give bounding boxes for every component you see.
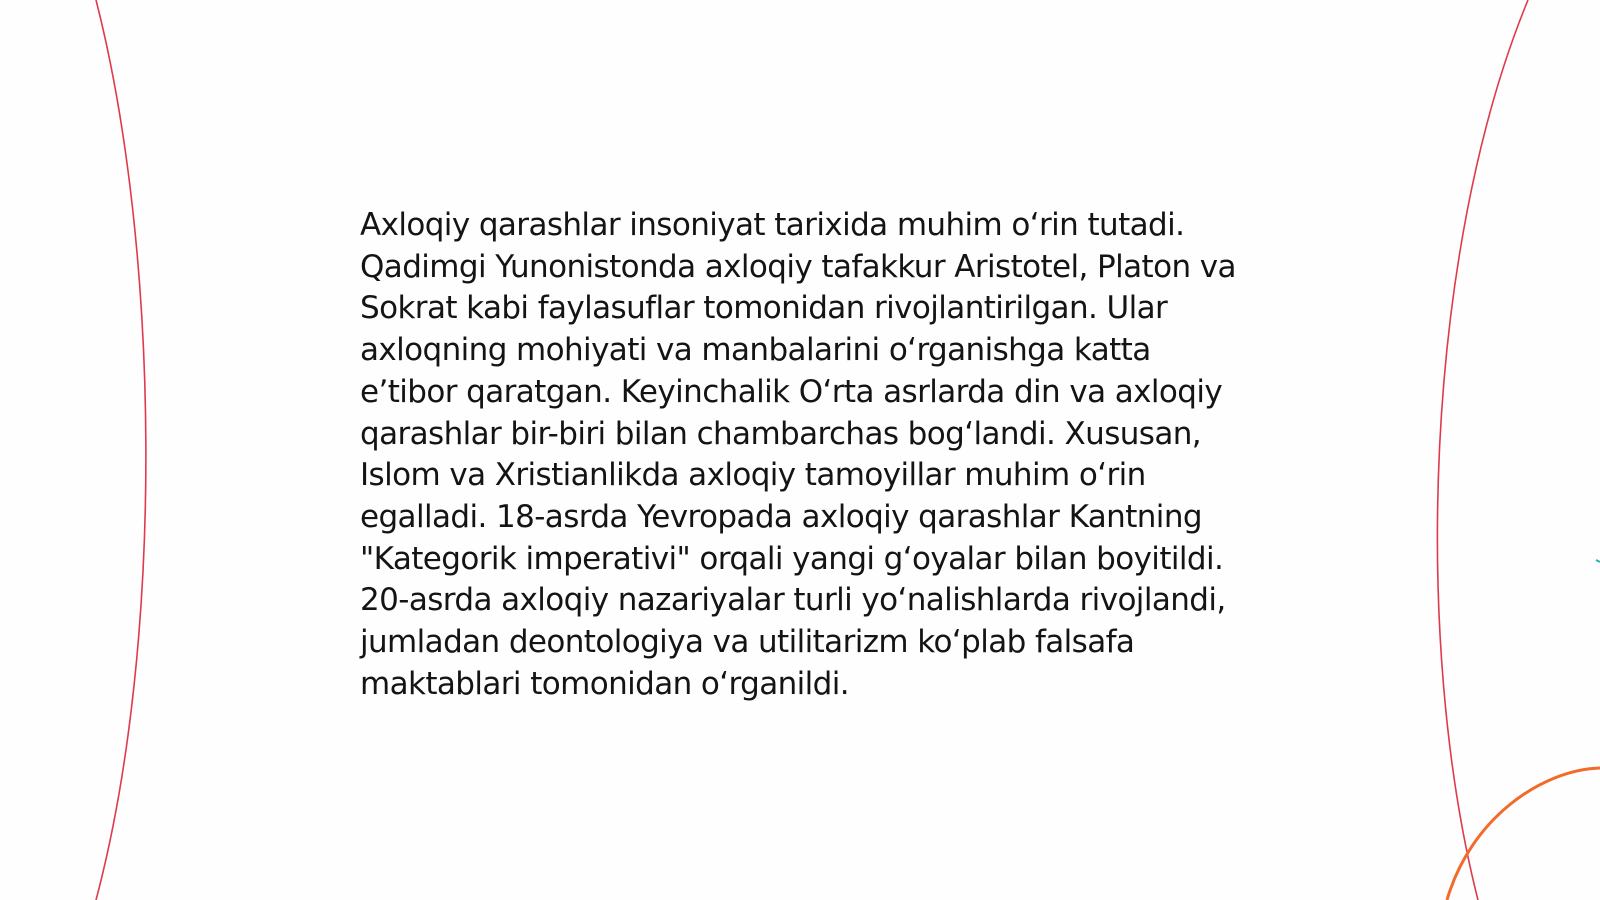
orange-arc [1447, 768, 1600, 900]
left-curve [96, 0, 146, 900]
teal-accent [1596, 560, 1600, 562]
right-curve [1437, 0, 1528, 900]
body-text: Axloqiy qarashlar insoniyat tarixida muhim o‘rin tutadi. Qadimgi Yunonistonda axloqiy tafakkur Aristotel, Platon va Sokrat kabi faylasuflar tomonidan rivojlantirilgan. Ular axloqning mohiyati va manbalarini o‘rganishga katta e’tibor qaratgan. Keyinchalik O‘rta asrlarda din va axloqiy qarashlar bir-biri bilan chambarchas bog‘landi. Xususan, Islom va Xristianlikda axloqiy tamoyillar muhim o‘rin egalladi. 18-asrda Yevropada axloqiy qarashlar Kantning "Kategorik imperativi" orqali yangi g‘oyalar bilan boyitildi. 20-asrda axloqiy nazariyalar turli yo‘nalishlarda rivojlandi, jumladan deontologiya va utilitarizm ko‘plab falsafa maktablari tomonidan o‘rganildi. [360, 207, 1236, 702]
